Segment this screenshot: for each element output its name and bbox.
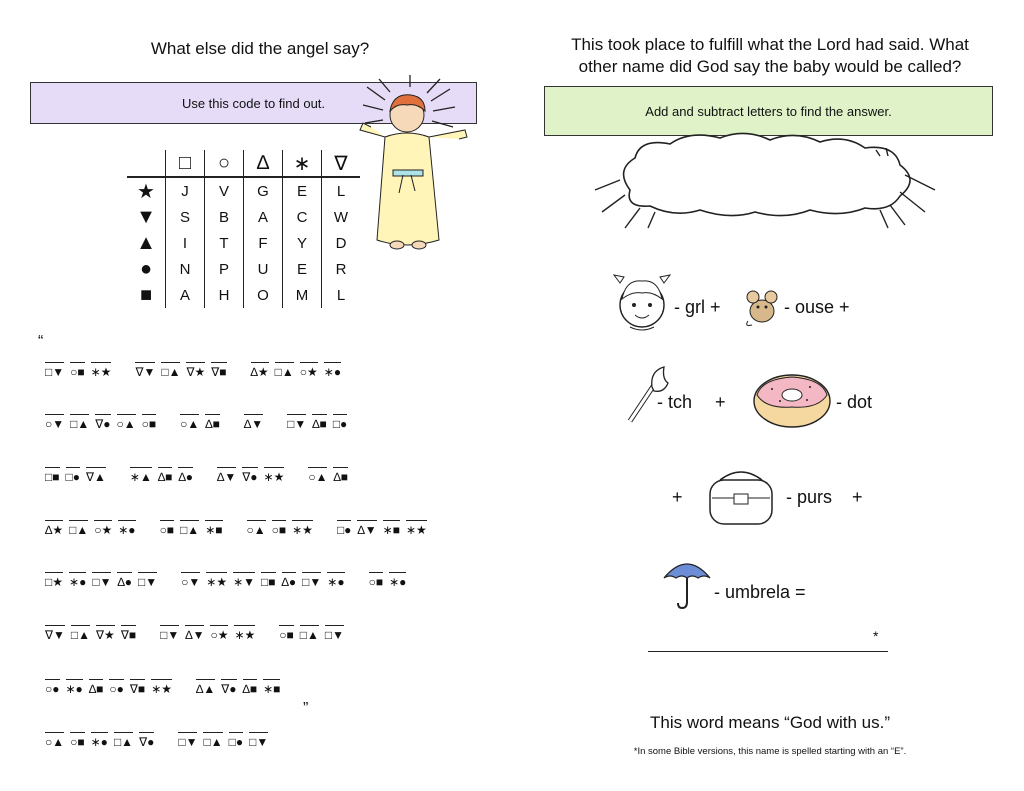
equation-match: - tch <box>657 392 693 412</box>
code-pair: □★ <box>45 572 63 589</box>
code-word <box>160 520 229 537</box>
open-quote: “ <box>38 333 44 350</box>
code-line <box>45 625 368 642</box>
grid-row-square: ■ <box>139 283 153 306</box>
grid-cell: A <box>244 204 283 230</box>
code-pair: ∗■ <box>205 520 222 537</box>
footnote: *In some Bible versions, this name is spelled starting with an “E”. <box>633 746 907 757</box>
code-word <box>135 362 232 379</box>
code-pair: ∆● <box>117 572 132 589</box>
code-pair: □▲ <box>114 732 133 749</box>
code-word <box>287 414 353 431</box>
grid-cell: O <box>244 282 283 308</box>
code-pair: ∇■ <box>211 362 226 379</box>
grid-cell: N <box>166 256 205 282</box>
code-pair: ∗● <box>118 520 135 537</box>
code-pair: ∆★ <box>251 362 269 379</box>
code-line <box>45 520 451 537</box>
right-banner <box>544 86 993 136</box>
code-pair: ○▲ <box>45 732 64 749</box>
grid-col-circle: ○ <box>205 150 244 177</box>
code-pair: ∗★ <box>406 520 427 537</box>
code-pair: ∗★ <box>151 679 172 696</box>
code-pair: ∇● <box>139 732 154 749</box>
code-pair: ○■ <box>160 520 175 537</box>
angel-illustration <box>355 75 490 255</box>
code-word <box>369 572 413 589</box>
grid-cell: W <box>322 204 361 230</box>
code-pair: □● <box>337 520 352 537</box>
equation-purse: - purs <box>786 487 833 507</box>
code-pair: ∇■ <box>130 679 145 696</box>
grid-row-down-triangle: ▼ <box>136 205 156 228</box>
code-word <box>247 520 319 537</box>
equation-girl: - grl + <box>674 297 721 317</box>
code-word <box>160 625 261 642</box>
right-title <box>540 34 1000 78</box>
grid-cell: H <box>205 282 244 308</box>
code-pair: ∗● <box>327 572 344 589</box>
code-pair: □▼ <box>160 625 179 642</box>
code-pair: □▲ <box>69 520 88 537</box>
code-pair: ○▲ <box>247 520 266 537</box>
code-pair: ∗★ <box>206 572 227 589</box>
code-word <box>130 467 199 484</box>
code-pair: □● <box>229 732 244 749</box>
grid-col-square: □ <box>166 150 205 177</box>
code-pair: □▲ <box>300 625 319 642</box>
grid-cell: D <box>322 230 361 256</box>
code-pair: ∆▼ <box>244 414 263 431</box>
code-pair: ○▼ <box>45 414 64 431</box>
meaning-text: This word means “God with us.” <box>650 713 890 732</box>
right-banner-text: Add and subtract letters to find the answer. <box>645 103 892 119</box>
equation-mouse: - ouse + <box>784 297 850 317</box>
grid-col-nabla: ∇ <box>322 150 361 177</box>
code-line <box>45 414 371 431</box>
code-pair: □● <box>66 467 81 484</box>
code-pair: □▼ <box>249 732 268 749</box>
code-pair: □▼ <box>178 732 197 749</box>
grid-row-up-triangle: ▲ <box>136 231 156 254</box>
mouse-picture <box>742 287 782 327</box>
code-pair: ∇● <box>242 467 257 484</box>
code-pair: □■ <box>261 572 276 589</box>
grid-cell: Y <box>283 230 322 256</box>
code-pair: ∆■ <box>333 467 348 484</box>
code-pair: □▼ <box>302 572 321 589</box>
code-word <box>279 625 350 642</box>
code-pair: □▲ <box>70 414 89 431</box>
code-pair: ∗★ <box>91 362 112 379</box>
grid-cell: A <box>166 282 205 308</box>
code-pair: □▼ <box>287 414 306 431</box>
code-pair: ∗★ <box>234 625 255 642</box>
code-pair: ○■ <box>142 414 157 431</box>
code-pair: ○▼ <box>181 572 200 589</box>
code-word <box>178 732 274 749</box>
code-pair: ∆★ <box>45 520 63 537</box>
code-pair: □▲ <box>161 362 180 379</box>
code-pair: ∆● <box>178 467 193 484</box>
code-pair: □■ <box>45 467 60 484</box>
code-word <box>45 362 117 379</box>
code-word <box>45 625 142 642</box>
code-pair: ∆■ <box>158 467 173 484</box>
code-pair: □● <box>333 414 348 431</box>
grid-cell: V <box>205 177 244 204</box>
grid-cell: L <box>322 282 361 308</box>
grid-corner <box>127 150 166 177</box>
code-pair: ∇■ <box>121 625 136 642</box>
grid-cell: G <box>244 177 283 204</box>
code-pair: ∇▼ <box>135 362 155 379</box>
grid-cell: F <box>244 230 283 256</box>
code-pair: ○★ <box>300 362 318 379</box>
code-pair: □▼ <box>325 625 344 642</box>
grid-cell: P <box>205 256 244 282</box>
code-pair: ∆▼ <box>185 625 204 642</box>
code-pair: ∆● <box>282 572 297 589</box>
code-word <box>45 679 178 696</box>
grid-cell: C <box>283 204 322 230</box>
code-pair: ∇▼ <box>45 625 65 642</box>
code-pair: ∗● <box>389 572 406 589</box>
code-word <box>45 572 163 589</box>
answer-asterisk: * <box>873 628 879 644</box>
code-word <box>337 520 433 537</box>
equation-umbrella: - umbrela = <box>714 582 806 602</box>
code-pair: ∇● <box>95 414 110 431</box>
code-pair: □▲ <box>275 362 294 379</box>
code-line <box>45 467 372 484</box>
grid-col-asterisk: ∗ <box>283 150 322 177</box>
equation-donut: - dot <box>836 392 873 412</box>
code-line <box>45 679 304 696</box>
code-pair: ∆■ <box>243 679 258 696</box>
code-pair: ∆■ <box>205 414 220 431</box>
code-pair: ∆▼ <box>357 520 376 537</box>
answer-line[interactable] <box>648 651 888 652</box>
code-pair: ∆▲ <box>196 679 215 696</box>
grid-cell: U <box>244 256 283 282</box>
code-grid <box>127 150 360 308</box>
code-pair: ∗★ <box>264 467 285 484</box>
grid-row-circle: ● <box>139 257 153 280</box>
code-pair: ∗▲ <box>130 467 152 484</box>
code-pair: ∗● <box>324 362 341 379</box>
close-quote: ” <box>303 700 309 717</box>
code-word <box>45 732 160 749</box>
grid-cell: J <box>166 177 205 204</box>
code-pair: ○● <box>45 679 60 696</box>
grid-cell: T <box>205 230 244 256</box>
code-word <box>196 679 286 696</box>
grid-cell: B <box>205 204 244 230</box>
code-pair: ∇★ <box>186 362 205 379</box>
code-pair: ∆■ <box>312 414 327 431</box>
code-pair: □▼ <box>138 572 157 589</box>
code-word <box>45 520 142 537</box>
grid-cell: M <box>283 282 322 308</box>
code-pair: ○▲ <box>117 414 136 431</box>
code-pair: ∗▼ <box>233 572 255 589</box>
cloud-illustration <box>590 130 950 230</box>
right-title-line-1: This took place to fulfill what the Lord had said. What <box>571 35 969 54</box>
code-pair: ○■ <box>279 625 294 642</box>
donut-picture <box>752 373 832 429</box>
code-pair: □▲ <box>71 625 90 642</box>
code-pair: □▼ <box>45 362 64 379</box>
equation-plus-before-purse: + <box>672 487 683 507</box>
code-word <box>308 467 354 484</box>
code-pair: □▲ <box>203 732 222 749</box>
girl-picture <box>612 265 672 333</box>
code-pair: □▼ <box>92 572 111 589</box>
code-word <box>45 467 112 484</box>
code-pair: ○★ <box>94 520 112 537</box>
equation-plus-after-purse: + <box>852 487 863 507</box>
code-pair: □▲ <box>180 520 199 537</box>
code-pair: ∆■ <box>89 679 104 696</box>
code-pair: ∗● <box>91 732 108 749</box>
code-word <box>181 572 350 589</box>
grid-col-triangle: ∆ <box>244 150 283 177</box>
code-line <box>45 572 430 589</box>
code-pair: ∗● <box>69 572 86 589</box>
code-line <box>45 732 292 749</box>
left-banner-text: Use this code to find out. <box>181 95 326 111</box>
code-pair: ∗● <box>66 679 83 696</box>
right-title-line-2: other name did God say the baby would be called? <box>578 57 962 76</box>
code-pair: ○★ <box>210 625 228 642</box>
code-line <box>45 362 365 379</box>
code-pair: ∗■ <box>263 679 280 696</box>
code-pair: ∇▲ <box>86 467 106 484</box>
grid-cell: L <box>322 177 361 204</box>
code-pair: ∇★ <box>96 625 115 642</box>
grid-cell: E <box>283 177 322 204</box>
grid-row-star: ★ <box>127 177 166 204</box>
umbrella-picture <box>662 556 712 612</box>
code-pair: ○■ <box>70 732 85 749</box>
left-title: What else did the angel say? <box>150 39 370 58</box>
code-pair: ∗★ <box>292 520 313 537</box>
code-word <box>251 362 348 379</box>
code-pair: ○▲ <box>308 467 327 484</box>
grid-cell: R <box>322 256 361 282</box>
code-pair: ∗■ <box>383 520 400 537</box>
grid-cell: I <box>166 230 205 256</box>
grid-cell: E <box>283 256 322 282</box>
code-pair: ○■ <box>272 520 287 537</box>
code-pair: ○■ <box>369 572 384 589</box>
code-pair: ∇● <box>221 679 236 696</box>
code-word <box>217 467 290 484</box>
code-pair: ○▲ <box>180 414 199 431</box>
equation-plus: + <box>715 392 726 412</box>
code-pair: ○■ <box>70 362 85 379</box>
code-pair: ∆▼ <box>217 467 236 484</box>
code-word <box>244 414 269 431</box>
code-pair: ○● <box>109 679 124 696</box>
purse-picture <box>706 462 776 528</box>
code-word <box>180 414 226 431</box>
grid-cell: S <box>166 204 205 230</box>
code-word <box>45 414 162 431</box>
